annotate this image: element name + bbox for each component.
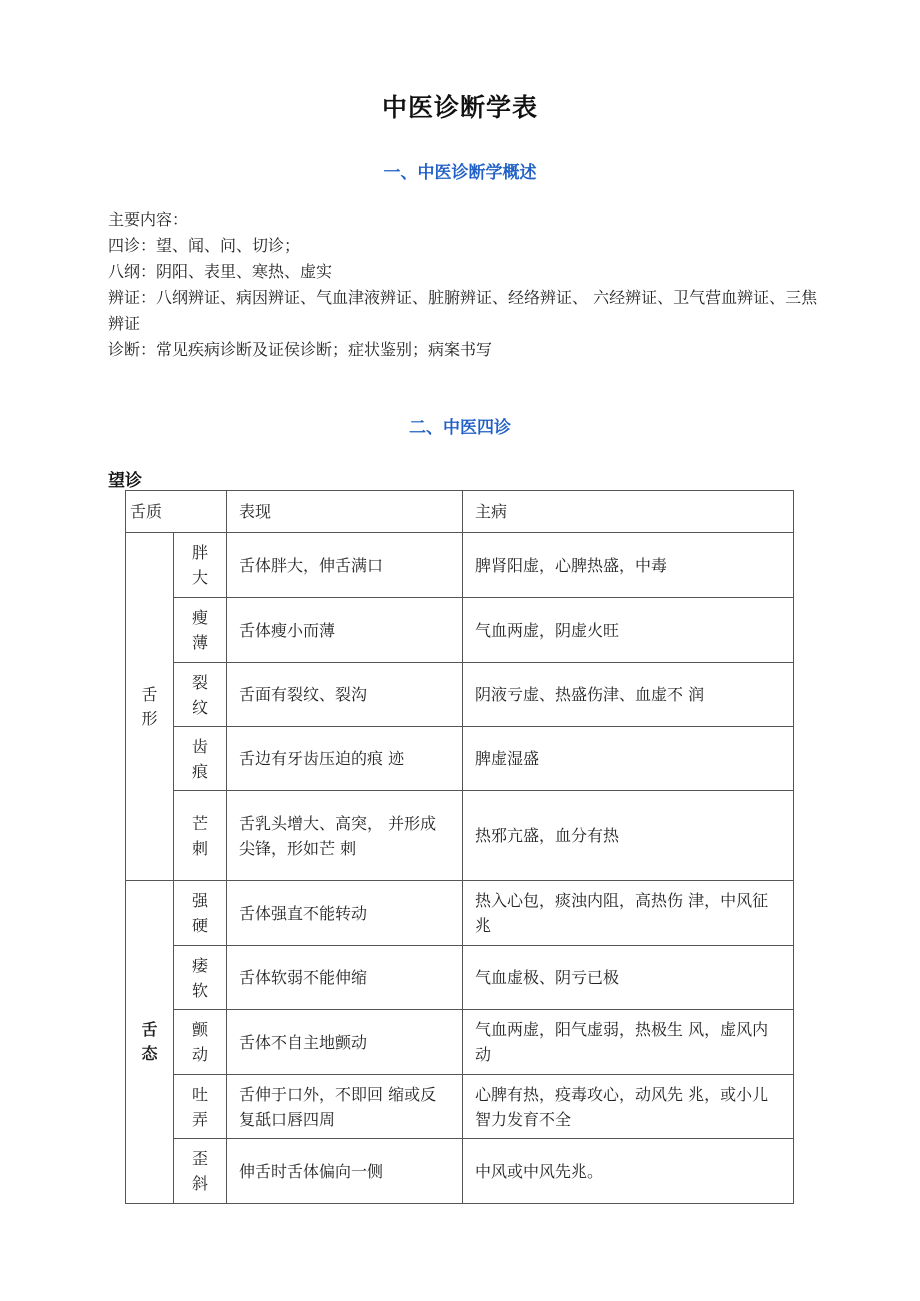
overview-line: 辨证：八纲辨证、病因辨证、气血津液辨证、脏腑辨证、经络辨证、 六经辨证、卫气营血辨证、三焦辨证 <box>108 288 818 333</box>
sub-cell: 齿痕 <box>174 727 227 791</box>
table-row <box>126 598 794 663</box>
sub-cell: 瘦薄 <box>174 598 227 663</box>
disease-cell: 气血两虚，阳气虚弱，热极生 风，虚风内动 <box>463 1010 794 1075</box>
table-row <box>126 791 794 881</box>
table-row <box>126 663 794 727</box>
disease-cell: 气血虚极、阴亏已极 <box>463 946 794 1010</box>
manifestation-cell: 舌边有牙齿压迫的痕 迹 <box>227 727 463 791</box>
overview-line: 主要内容： <box>108 210 189 229</box>
category-cell: 舌形 <box>126 533 174 881</box>
manifestation-cell: 舌体不自主地颤动 <box>227 1010 463 1075</box>
page-title: 中医诊断学表 <box>381 93 538 122</box>
manifestation-cell: 伸舌时舌体偏向一侧 <box>227 1139 463 1204</box>
table-row <box>126 727 794 791</box>
sub-cell: 胖大 <box>174 533 227 598</box>
disease-cell: 脾虚湿盛 <box>463 727 794 791</box>
manifestation-cell: 舌体胖大，伸舌满口 <box>227 533 463 598</box>
subheading-inspection: 望诊 <box>108 471 142 491</box>
manifestation-cell: 舌乳头增大、高突， 并形成尖锋，形如芒 刺 <box>227 791 463 881</box>
header-tongue-quality: 舌质 <box>126 491 227 533</box>
overview-text <box>108 207 820 363</box>
disease-cell: 心脾有热，疫毒攻心，动风先 兆，或小儿智力发育不全 <box>463 1075 794 1139</box>
sub-cell: 颤动 <box>174 1010 227 1075</box>
section-heading-overview: 一、中医诊断学概述 <box>383 163 537 183</box>
manifestation-cell: 舌体强直不能转动 <box>227 881 463 946</box>
manifestation-cell: 舌面有裂纹、裂沟 <box>227 663 463 727</box>
tongue-table <box>125 490 794 1204</box>
category-cell: 舌态 <box>126 881 174 1204</box>
table-row <box>126 1075 794 1139</box>
sub-cell: 痿软 <box>174 946 227 1010</box>
overview-line: 诊断：常见疾病诊断及证侯诊断；症状鉴别；病案书写 <box>108 340 493 359</box>
table-row <box>126 881 794 946</box>
overview-line: 四诊：望、闻、问、切诊； <box>108 236 301 255</box>
disease-cell: 气血两虚，阴虚火旺 <box>463 598 794 663</box>
sub-cell: 强硬 <box>174 881 227 946</box>
table-row <box>126 946 794 1010</box>
disease-cell: 热邪亢盛，血分有热 <box>463 791 794 881</box>
manifestation-cell: 舌体瘦小而薄 <box>227 598 463 663</box>
sub-cell: 歪斜 <box>174 1139 227 1204</box>
sub-cell: 吐弄 <box>174 1075 227 1139</box>
sub-cell: 芒刺 <box>174 791 227 881</box>
disease-cell: 阴液亏虚、热盛伤津、血虚不 润 <box>463 663 794 727</box>
manifestation-cell: 舌伸于口外，不即回 缩或反复舐口唇四周 <box>227 1075 463 1139</box>
header-disease: 主病 <box>463 491 794 533</box>
table-header-row <box>126 491 794 533</box>
table-row <box>126 1010 794 1075</box>
header-manifestation: 表现 <box>227 491 463 533</box>
table-row <box>126 1139 794 1204</box>
disease-cell: 热入心包，痰浊内阻，高热伤 津，中风征兆 <box>463 881 794 946</box>
table-row <box>126 533 794 598</box>
disease-cell: 脾肾阳虚，心脾热盛，中毒 <box>463 533 794 598</box>
overview-line: 八纲：阴阳、表里、寒热、虚实 <box>108 262 333 281</box>
section-heading-four-diagnoses: 二、中医四诊 <box>409 418 511 438</box>
manifestation-cell: 舌体软弱不能伸缩 <box>227 946 463 1010</box>
disease-cell: 中风或中风先兆。 <box>463 1139 794 1204</box>
sub-cell: 裂纹 <box>174 663 227 727</box>
